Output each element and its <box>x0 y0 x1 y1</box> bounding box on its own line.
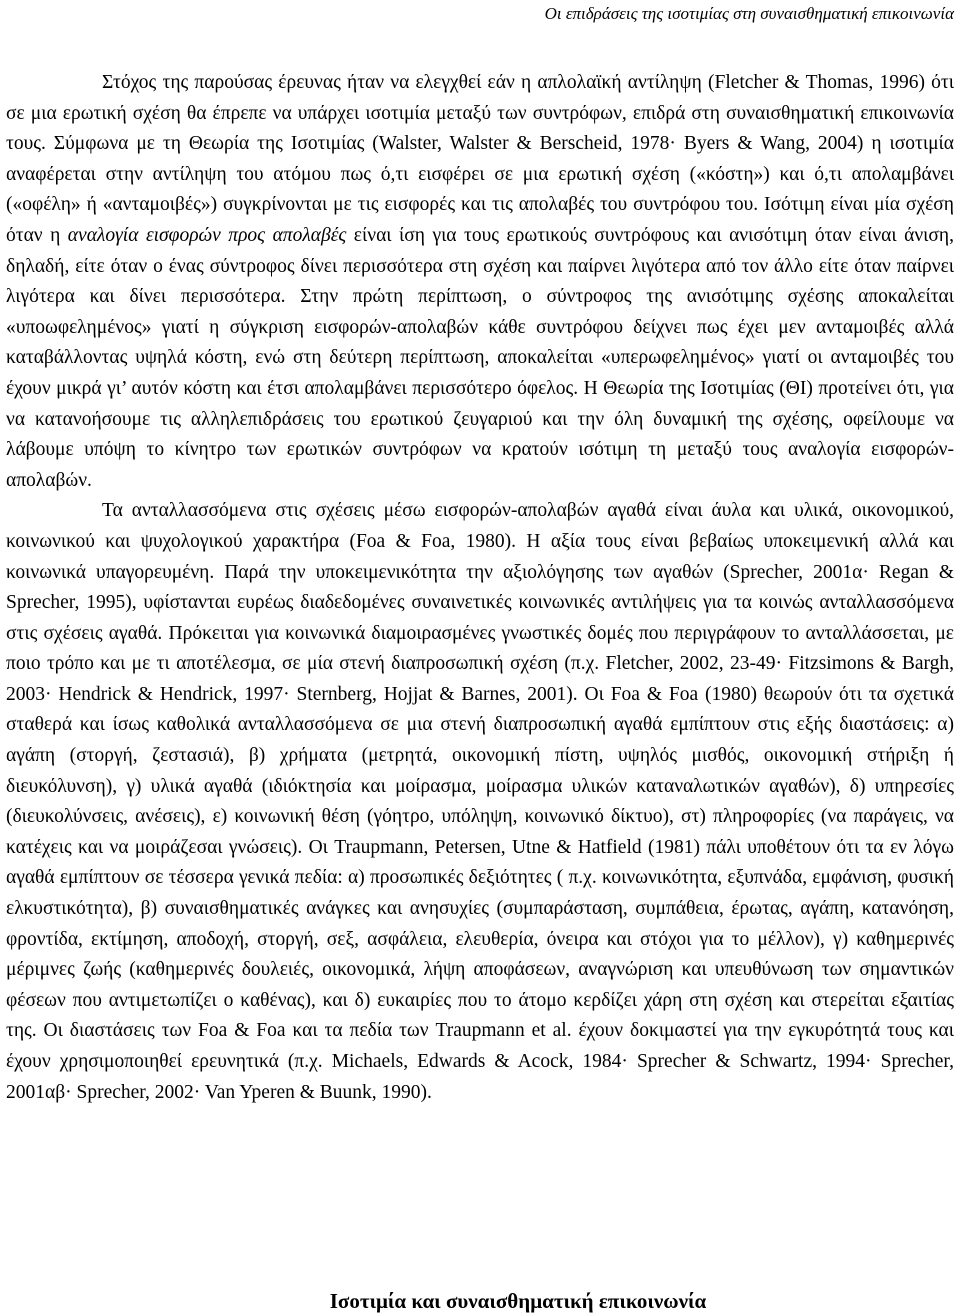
paragraph-2-text: Τα ανταλλασσόμενα στις σχέσεις μέσω εισφορών-απολαβών αγαθά είναι άυλα και υλικά, οικονομικού, κοινωνικού και ψυχολογικού χαρακτήρα (Foa & Foa, 1980). Η αξία τους είναι βεβαίως υποκειμενική αλλά και κοινωνικά υπαγορευμένη. Παρά την υποκειμενικότητα την αξιολόγησης των αγαθών (Sprecher, 2001α· Regan & Sprecher, 1995), υφίστανται ευρέως διαδεδομένες συναινετικές κοινωνικές αντιλήψεις για τα κοινώς ανταλλασσόμενα στις σχέσεις αγαθά. Πρόκειται για κοινωνικά διαμοιρασμένες γνωστικές δομές που περιγράφουν το ανταλλάσσεται, με ποιο τρόπο και με τι αποτέλεσμα, σε μία στενή διαπροσωπική σχέση (π.χ. Fletcher, 2002, 23-49· Fitzsimons & Bargh, 2003· Hendrick & Hendrick, 1997· Sternberg, Hojjat & Barnes, 2001). Οι Foa & Foa (1980) θεωρούν ότι τα σχετικά σταθερά και ίσως καθολικά ανταλλασσόμενα σε μια στενή διαπροσωπική αγαθά εμπίπτουν στις εξής διαστάσεις: α) αγάπη (στοργή, ζεστασιά), β) χρήματα (μετρητά, οικονομική πίστη, υψηλός μισθός, οικονομική στήριξη ή διευκόλυνση), γ) υλικά αγαθά (ιδιόκτησία και μοίρασμα, μοίρασμα υλικών καταναλωτικών αγαθών), δ) υπηρεσίες (διευκολύνσεις, ανέσεις), ε) κοινωνική θέση (γόητρο, υπόληψη, κοινωνικό δίκτυο), στ) πληροφορίες (να παράγεις, να κατέχεις και να μοιράζεσαι γνώσεις). Οι Traupmann, Petersen, Utne & Hatfield (1981) πάλι υποθέτουν ότι τα εν λόγω αγαθά εμπίπτουν σε τέσσερα γενικά πεδία: α) προσωπικές δεξιότητες ( π.χ. κοινωνικότητα, εξυπνάδα, εμφάνιση, φυσική ελκυστικότητα), β) συναισθηματικές ανάγκες και ανησυχίες (συμπαράσταση, συμπάθεια, έρωτας, αγάπη, κατανόηση, φροντίδα, εκτίμηση, αποδοχή, στοργή, σεξ, ασφάλεια, ελευθερία, όνειρα και στόχοι για το μέλλον), γ) καθημερινές μέριμνες ζωής (καθημερινές δουλειές, οικονομικά, λήψη αποφάσεων, αναγνώριση και υπευθύνωση των σημαντικών φέσεων που αντιμετωπίζει ο καθένας), και δ) ευκαιρίες που το άτομο κερδίζει χάρη στη σχέση και στερείται εξαιτίας της. Οι διαστάσεις των Foa & Foa και τα πεδία των Traupmann et al. έχουν δοκιμαστεί για την εγκυρότητά τους και έχουν χρησιμοποιηθεί ερευνητικά (π.χ. Michaels, Edwards & Acock, 1984· Sprecher & Schwartz, 1994· Sprecher, 2001αβ· Sprecher, 2002· Van Yperen & Buunk, 1990). <box>6 500 954 1103</box>
running-header: Οι επιδράσεις της ισοτιμίας στη συναισθηματική επικοινωνία <box>544 4 954 23</box>
paragraph-1 <box>6 68 954 496</box>
paragraph-2 <box>6 496 954 1108</box>
paragraph-1-emphasis: αναλογία εισφορών προς απολαβές <box>67 224 347 246</box>
paragraph-1-text: Στόχος της παρούσας έρευνας ήταν να ελεγχθεί εάν η απλολαϊκή αντίληψη (Fletcher & Thomas, 1996) ότι σε μια ερωτική σχέση θα έπρεπε να υπάρχει ισοτιμία μεταξύ των συντρόφων, επιδρά στη συναισθηματική επικοινωνία τους. Σύμφωνα με τη Θεωρία της Ισοτιμίας (Walster, Walster & Berscheid, 1978· Byers & Wang, 2004) η ισοτιμία αναφέρεται στην αντίληψη του ατόμου πως ό,τι εισφέρει σε μια ερωτική σχέση («κόστη») και ό,τι απολαμβάνει («οφέλη» ή «ανταμοιβές») συγκρίνονται με τις εισφορές και τις απολαβές του συντρόφου του. Ισότιμη είναι μία σχέση όταν η <box>6 72 954 246</box>
body-text <box>6 68 954 1108</box>
section-heading: Ισοτιμία και συναισθηματική επικοινωνία <box>329 1289 707 1313</box>
paragraph-1-text-continued: είναι ίση για τους ερωτικούς συντρόφους και ανισότιμη όταν είναι άνιση, δηλαδή, είτε όταν ο ένας σύντροφος δίνει περισσότερα στη σχέση και παίρνει λιγότερα από τον άλλο είτε όταν παίρνει λιγότερα και δίνει περισσότερα. Στην πρώτη περίπτωση, ο σύντροφος της ανισότιμης σχέσης αποκαλείται «υποωφελημένος» γιατί η σύγκριση εισφορών-απολαβών κάθε συντρόφου δείχνει πως έχει μεν ανταμοιβές αλλά καταβάλλοντας υψηλά κόστη, ενώ στη δεύτερη περίπτωση, αποκαλείται «υπερωφελημένος» γιατί οι ανταμοιβές του έχουν μικρά γι’ αυτόν κόστη και έτσι απολαμβάνει περισσότερο όφελος. Η Θεωρία της Ισοτιμίας (ΘΙ) προτείνει ότι, για να κατανοήσουμε τις αλληλεπιδράσεις του ερωτικού ζευγαριού και την όλη δυναμική της σχέσης, οφείλουμε να λάβουμε υπόψη το κίνητρο των ερωτικών συντρόφων να κρατούν ισότιμη τη μεταξύ τους αναλογία εισφορών-απολαβών. <box>6 224 954 491</box>
